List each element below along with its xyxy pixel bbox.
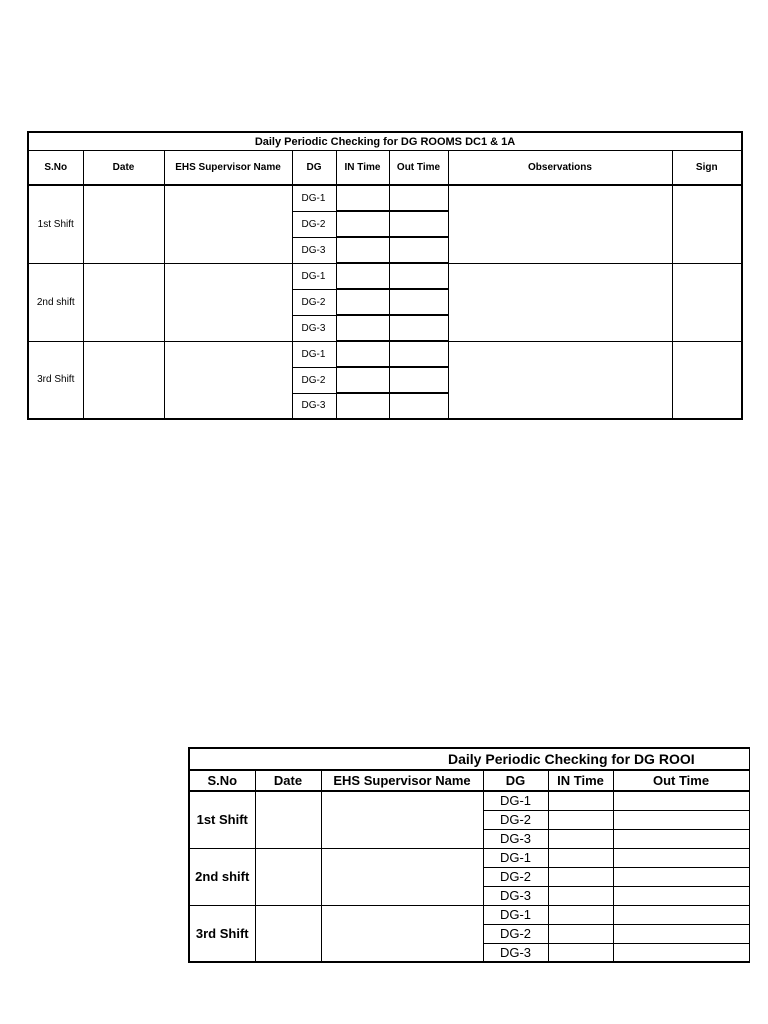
dg-label: DG-3	[483, 829, 548, 848]
header-sign: Sign	[672, 151, 742, 186]
supervisor-cell[interactable]	[321, 791, 483, 848]
zoomed-sheet-preview	[188, 747, 710, 975]
out-time-cell[interactable]	[389, 341, 448, 367]
out-time-cell[interactable]	[389, 185, 448, 211]
out-time-cell[interactable]	[613, 829, 749, 848]
date-cell[interactable]	[255, 905, 321, 962]
out-time-cell[interactable]	[613, 867, 749, 886]
supervisor-cell[interactable]	[164, 341, 292, 419]
dg-label: DG-3	[483, 943, 548, 962]
dg-label: DG-3	[483, 886, 548, 905]
date-cell[interactable]	[255, 791, 321, 848]
table-row	[189, 905, 749, 924]
header-dg: DG	[483, 770, 548, 791]
dg-label: DG-2	[292, 367, 336, 393]
supervisor-cell[interactable]	[321, 905, 483, 962]
header-date: Date	[83, 151, 164, 186]
in-time-cell[interactable]	[336, 367, 389, 393]
in-time-cell[interactable]	[336, 289, 389, 315]
in-time-cell[interactable]	[548, 791, 613, 810]
out-time-cell[interactable]	[613, 886, 749, 905]
out-time-cell[interactable]	[613, 791, 749, 810]
out-time-cell[interactable]	[389, 393, 448, 419]
dg-label: DG-2	[483, 810, 548, 829]
zoomed-checking-table	[188, 747, 750, 963]
in-time-cell[interactable]	[336, 237, 389, 263]
table-row	[28, 185, 742, 211]
table-row	[28, 263, 742, 289]
observations-cell[interactable]	[448, 185, 672, 263]
dg-label: DG-2	[292, 211, 336, 237]
date-cell[interactable]	[255, 848, 321, 905]
dg-label: DG-3	[292, 315, 336, 341]
header-supervisor: EHS Supervisor Name	[164, 151, 292, 186]
in-time-cell[interactable]	[548, 924, 613, 943]
date-cell[interactable]	[83, 185, 164, 263]
shift-label: 3rd Shift	[28, 341, 83, 419]
header-date: Date	[255, 770, 321, 791]
header-sno: S.No	[189, 770, 255, 791]
dg-label: DG-1	[483, 791, 548, 810]
shift-label: 2nd shift	[189, 848, 255, 905]
header-dg: DG	[292, 151, 336, 186]
out-time-cell[interactable]	[389, 237, 448, 263]
shift-label: 2nd shift	[28, 263, 83, 341]
supervisor-cell[interactable]	[164, 185, 292, 263]
dg-label: DG-1	[292, 341, 336, 367]
sign-cell[interactable]	[672, 185, 742, 263]
sheet-title: Daily Periodic Checking for DG ROOMS DC1 & 1A	[28, 132, 742, 151]
dg-label: DG-3	[292, 237, 336, 263]
supervisor-cell[interactable]	[321, 848, 483, 905]
dg-label: DG-1	[292, 263, 336, 289]
header-in-time: IN Time	[336, 151, 389, 186]
in-time-cell[interactable]	[548, 905, 613, 924]
sign-cell[interactable]	[672, 341, 742, 419]
observations-cell[interactable]	[448, 341, 672, 419]
out-time-cell[interactable]	[613, 943, 749, 962]
supervisor-cell[interactable]	[164, 263, 292, 341]
checking-table	[27, 131, 743, 420]
in-time-cell[interactable]	[336, 315, 389, 341]
header-out-time: Out Time	[389, 151, 448, 186]
in-time-cell[interactable]	[548, 867, 613, 886]
in-time-cell[interactable]	[548, 810, 613, 829]
date-cell[interactable]	[83, 341, 164, 419]
table-row	[189, 791, 749, 810]
in-time-cell[interactable]	[336, 393, 389, 419]
header-in-time: IN Time	[548, 770, 613, 791]
out-time-cell[interactable]	[389, 263, 448, 289]
header-observations: Observations	[448, 151, 672, 186]
table-row	[28, 341, 742, 367]
sign-cell[interactable]	[672, 263, 742, 341]
header-supervisor: EHS Supervisor Name	[321, 770, 483, 791]
header-out-time: Out Time	[613, 770, 749, 791]
out-time-cell[interactable]	[389, 289, 448, 315]
out-time-cell[interactable]	[389, 211, 448, 237]
in-time-cell[interactable]	[336, 341, 389, 367]
in-time-cell[interactable]	[548, 848, 613, 867]
dg-label: DG-1	[483, 905, 548, 924]
in-time-cell[interactable]	[336, 263, 389, 289]
out-time-cell[interactable]	[613, 905, 749, 924]
out-time-cell[interactable]	[613, 924, 749, 943]
dg-label: DG-2	[292, 289, 336, 315]
out-time-cell[interactable]	[613, 848, 749, 867]
table-row	[189, 848, 749, 867]
dg-label: DG-2	[483, 867, 548, 886]
in-time-cell[interactable]	[548, 886, 613, 905]
shift-label: 1st Shift	[28, 185, 83, 263]
out-time-cell[interactable]	[613, 810, 749, 829]
in-time-cell[interactable]	[336, 211, 389, 237]
dg-label: DG-1	[483, 848, 548, 867]
out-time-cell[interactable]	[389, 367, 448, 393]
shift-label: 3rd Shift	[189, 905, 255, 962]
date-cell[interactable]	[83, 263, 164, 341]
zoomed-sheet-title: Daily Periodic Checking for DG ROOI	[189, 748, 749, 770]
header-sno: S.No	[28, 151, 83, 186]
in-time-cell[interactable]	[548, 829, 613, 848]
in-time-cell[interactable]	[548, 943, 613, 962]
out-time-cell[interactable]	[389, 315, 448, 341]
dg-label: DG-3	[292, 393, 336, 419]
checking-sheet	[27, 131, 741, 420]
shift-label: 1st Shift	[189, 791, 255, 848]
observations-cell[interactable]	[448, 263, 672, 341]
in-time-cell[interactable]	[336, 185, 389, 211]
dg-label: DG-2	[483, 924, 548, 943]
dg-label: DG-1	[292, 185, 336, 211]
